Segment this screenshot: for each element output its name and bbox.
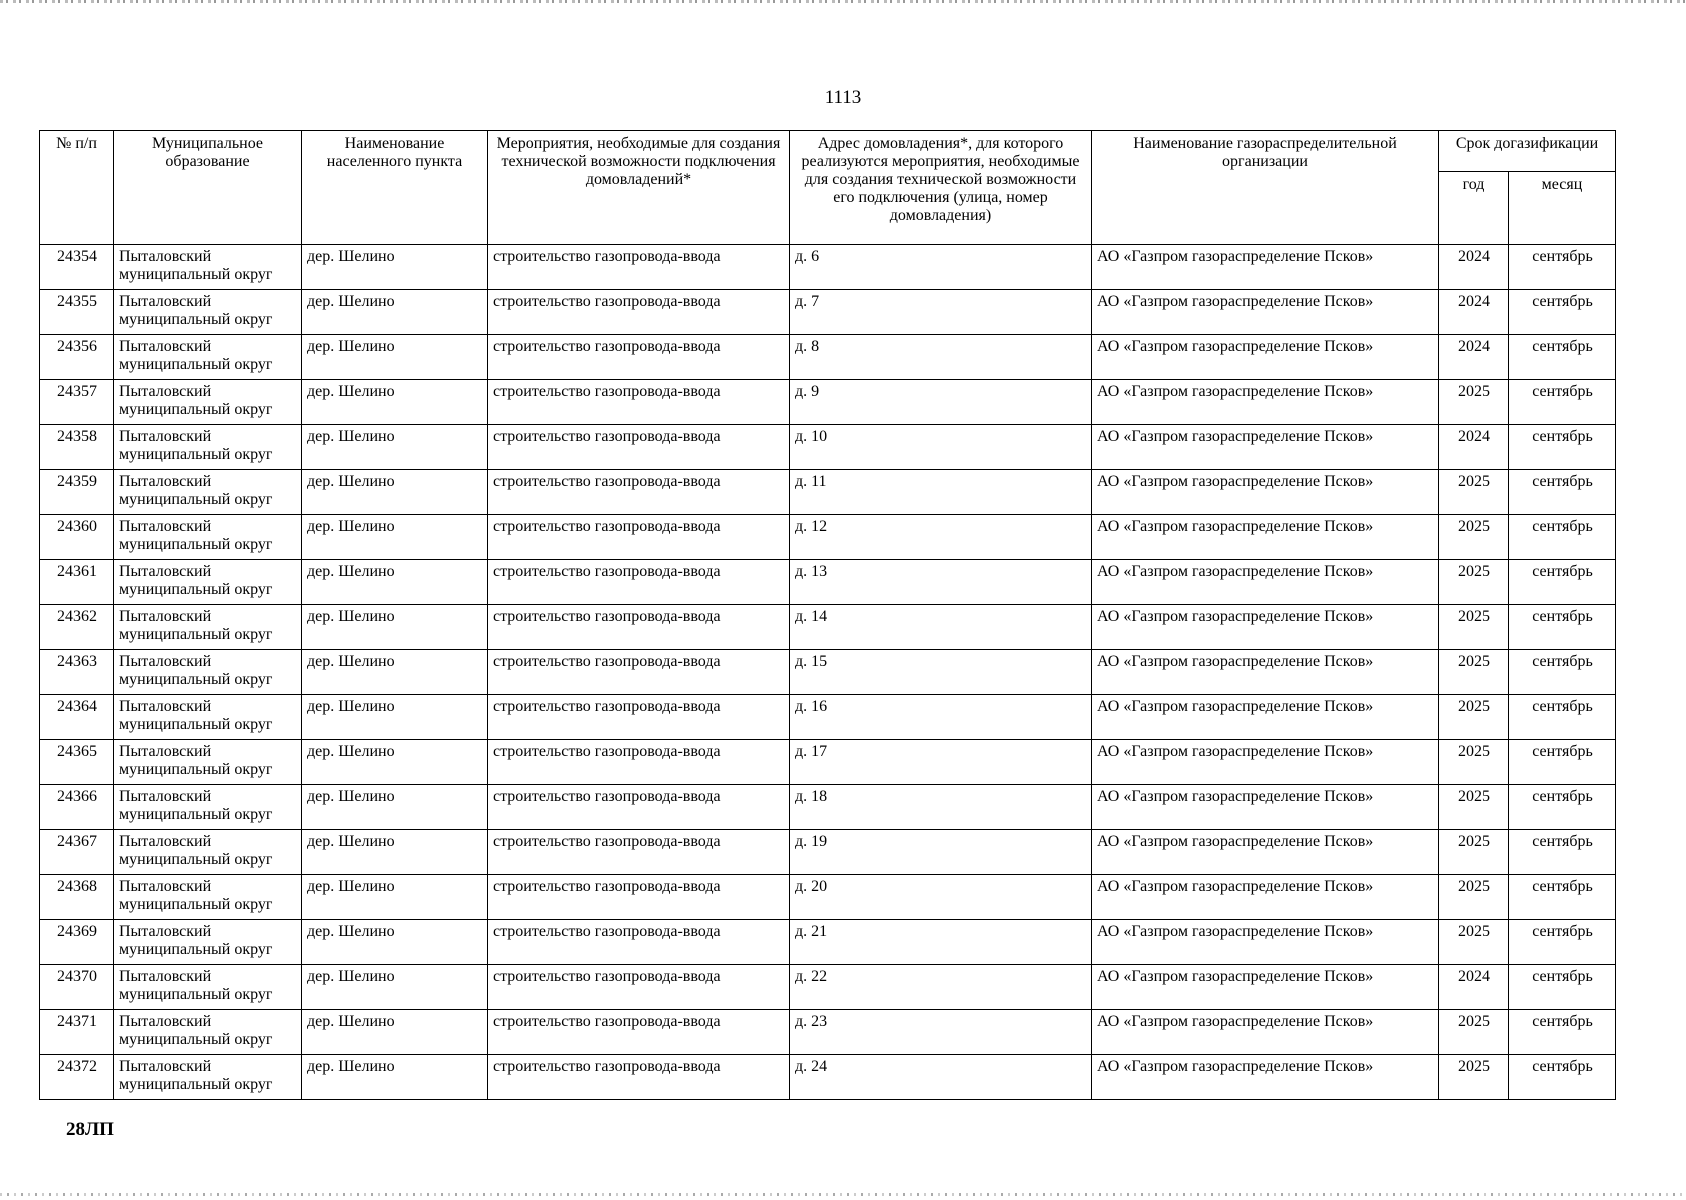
cell-measures: строительство газопровода-ввода xyxy=(488,830,790,875)
cell-measures: строительство газопровода-ввода xyxy=(488,560,790,605)
cell-year: 2025 xyxy=(1439,785,1509,830)
cell-address: д. 20 xyxy=(790,875,1092,920)
cell-organization: АО «Газпром газораспределение Псков» xyxy=(1092,290,1439,335)
cell-year: 2024 xyxy=(1439,965,1509,1010)
scan-edge-bottom xyxy=(0,1193,1686,1196)
cell-num: 24363 xyxy=(40,650,114,695)
cell-organization: АО «Газпром газораспределение Псков» xyxy=(1092,470,1439,515)
cell-month: сентябрь xyxy=(1509,290,1616,335)
cell-measures: строительство газопровода-ввода xyxy=(488,290,790,335)
table-row xyxy=(40,695,1616,740)
cell-municipality: Пыталовский муниципальный округ xyxy=(114,605,302,650)
cell-municipality: Пыталовский муниципальный округ xyxy=(114,425,302,470)
cell-year: 2025 xyxy=(1439,830,1509,875)
cell-measures: строительство газопровода-ввода xyxy=(488,1055,790,1100)
cell-address: д. 6 xyxy=(790,245,1092,290)
cell-measures: строительство газопровода-ввода xyxy=(488,380,790,425)
header-month: месяц xyxy=(1509,172,1616,245)
cell-num: 24359 xyxy=(40,470,114,515)
scan-edge-top xyxy=(0,0,1686,3)
cell-organization: АО «Газпром газораспределение Псков» xyxy=(1092,560,1439,605)
cell-settlement: дер. Шелино xyxy=(302,650,488,695)
cell-year: 2025 xyxy=(1439,695,1509,740)
cell-address: д. 10 xyxy=(790,425,1092,470)
cell-month: сентябрь xyxy=(1509,875,1616,920)
cell-municipality: Пыталовский муниципальный округ xyxy=(114,290,302,335)
cell-month: сентябрь xyxy=(1509,515,1616,560)
cell-settlement: дер. Шелино xyxy=(302,605,488,650)
cell-organization: АО «Газпром газораспределение Псков» xyxy=(1092,920,1439,965)
cell-organization: АО «Газпром газораспределение Псков» xyxy=(1092,245,1439,290)
footer-code: 28ЛП xyxy=(66,1119,114,1140)
cell-num: 24357 xyxy=(40,380,114,425)
cell-num: 24361 xyxy=(40,560,114,605)
header-deadline: Срок догазификации xyxy=(1439,131,1616,172)
cell-num: 24368 xyxy=(40,875,114,920)
cell-municipality: Пыталовский муниципальный округ xyxy=(114,965,302,1010)
cell-year: 2025 xyxy=(1439,1010,1509,1055)
cell-address: д. 15 xyxy=(790,650,1092,695)
table-row xyxy=(40,335,1616,380)
cell-municipality: Пыталовский муниципальный округ xyxy=(114,920,302,965)
cell-month: сентябрь xyxy=(1509,740,1616,785)
cell-address: д. 22 xyxy=(790,965,1092,1010)
header-address: Адрес домовладения*, для которого реализуются мероприятия, необходимые для создания технической возможности его подключения (улица, номер домовладения) xyxy=(790,131,1092,245)
cell-year: 2025 xyxy=(1439,470,1509,515)
cell-address: д. 17 xyxy=(790,740,1092,785)
table-row xyxy=(40,875,1616,920)
cell-measures: строительство газопровода-ввода xyxy=(488,695,790,740)
cell-settlement: дер. Шелино xyxy=(302,695,488,740)
cell-settlement: дер. Шелино xyxy=(302,290,488,335)
cell-month: сентябрь xyxy=(1509,425,1616,470)
table-row xyxy=(40,740,1616,785)
table-row xyxy=(40,965,1616,1010)
cell-settlement: дер. Шелино xyxy=(302,1010,488,1055)
cell-measures: строительство газопровода-ввода xyxy=(488,470,790,515)
table-row xyxy=(40,470,1616,515)
cell-address: д. 21 xyxy=(790,920,1092,965)
cell-year: 2025 xyxy=(1439,515,1509,560)
cell-month: сентябрь xyxy=(1509,245,1616,290)
cell-measures: строительство газопровода-ввода xyxy=(488,335,790,380)
cell-num: 24369 xyxy=(40,920,114,965)
cell-organization: АО «Газпром газораспределение Псков» xyxy=(1092,740,1439,785)
cell-organization: АО «Газпром газораспределение Псков» xyxy=(1092,1055,1439,1100)
header-settlement: Наименование населенного пункта xyxy=(302,131,488,245)
cell-measures: строительство газопровода-ввода xyxy=(488,965,790,1010)
cell-settlement: дер. Шелино xyxy=(302,920,488,965)
cell-measures: строительство газопровода-ввода xyxy=(488,515,790,560)
cell-municipality: Пыталовский муниципальный округ xyxy=(114,560,302,605)
cell-month: сентябрь xyxy=(1509,560,1616,605)
cell-address: д. 12 xyxy=(790,515,1092,560)
cell-measures: строительство газопровода-ввода xyxy=(488,785,790,830)
cell-year: 2024 xyxy=(1439,245,1509,290)
header-year: год xyxy=(1439,172,1509,245)
cell-month: сентябрь xyxy=(1509,785,1616,830)
cell-settlement: дер. Шелино xyxy=(302,560,488,605)
cell-measures: строительство газопровода-ввода xyxy=(488,425,790,470)
cell-num: 24358 xyxy=(40,425,114,470)
cell-year: 2025 xyxy=(1439,650,1509,695)
cell-municipality: Пыталовский муниципальный округ xyxy=(114,335,302,380)
cell-settlement: дер. Шелино xyxy=(302,515,488,560)
cell-settlement: дер. Шелино xyxy=(302,335,488,380)
cell-organization: АО «Газпром газораспределение Псков» xyxy=(1092,515,1439,560)
cell-municipality: Пыталовский муниципальный округ xyxy=(114,785,302,830)
cell-measures: строительство газопровода-ввода xyxy=(488,650,790,695)
cell-organization: АО «Газпром газораспределение Псков» xyxy=(1092,875,1439,920)
cell-address: д. 16 xyxy=(790,695,1092,740)
table-row xyxy=(40,1055,1616,1100)
cell-measures: строительство газопровода-ввода xyxy=(488,875,790,920)
cell-settlement: дер. Шелино xyxy=(302,875,488,920)
cell-measures: строительство газопровода-ввода xyxy=(488,1010,790,1055)
cell-municipality: Пыталовский муниципальный округ xyxy=(114,470,302,515)
cell-address: д. 23 xyxy=(790,1010,1092,1055)
table-row xyxy=(40,830,1616,875)
cell-year: 2024 xyxy=(1439,335,1509,380)
cell-municipality: Пыталовский муниципальный округ xyxy=(114,830,302,875)
cell-settlement: дер. Шелино xyxy=(302,965,488,1010)
cell-year: 2024 xyxy=(1439,290,1509,335)
cell-measures: строительство газопровода-ввода xyxy=(488,740,790,785)
cell-settlement: дер. Шелино xyxy=(302,785,488,830)
cell-year: 2024 xyxy=(1439,425,1509,470)
cell-num: 24364 xyxy=(40,695,114,740)
cell-organization: АО «Газпром газораспределение Псков» xyxy=(1092,965,1439,1010)
cell-organization: АО «Газпром газораспределение Псков» xyxy=(1092,1010,1439,1055)
cell-year: 2025 xyxy=(1439,920,1509,965)
cell-num: 24355 xyxy=(40,290,114,335)
cell-address: д. 9 xyxy=(790,380,1092,425)
cell-settlement: дер. Шелино xyxy=(302,740,488,785)
cell-municipality: Пыталовский муниципальный округ xyxy=(114,245,302,290)
cell-municipality: Пыталовский муниципальный округ xyxy=(114,875,302,920)
cell-organization: АО «Газпром газораспределение Псков» xyxy=(1092,425,1439,470)
header-num: № п/п xyxy=(40,131,114,245)
cell-num: 24354 xyxy=(40,245,114,290)
table-body xyxy=(40,245,1616,1100)
cell-year: 2025 xyxy=(1439,875,1509,920)
cell-year: 2025 xyxy=(1439,605,1509,650)
cell-organization: АО «Газпром газораспределение Псков» xyxy=(1092,785,1439,830)
cell-month: сентябрь xyxy=(1509,470,1616,515)
cell-num: 24356 xyxy=(40,335,114,380)
cell-organization: АО «Газпром газораспределение Псков» xyxy=(1092,605,1439,650)
gasification-table xyxy=(39,130,1616,1100)
cell-municipality: Пыталовский муниципальный округ xyxy=(114,740,302,785)
cell-month: сентябрь xyxy=(1509,605,1616,650)
cell-settlement: дер. Шелино xyxy=(302,1055,488,1100)
cell-address: д. 24 xyxy=(790,1055,1092,1100)
table-row xyxy=(40,605,1616,650)
cell-num: 24365 xyxy=(40,740,114,785)
cell-month: сентябрь xyxy=(1509,1010,1616,1055)
cell-organization: АО «Газпром газораспределение Псков» xyxy=(1092,830,1439,875)
table-row xyxy=(40,920,1616,965)
cell-settlement: дер. Шелино xyxy=(302,830,488,875)
table-row xyxy=(40,560,1616,605)
table-row xyxy=(40,785,1616,830)
cell-municipality: Пыталовский муниципальный округ xyxy=(114,1055,302,1100)
cell-address: д. 8 xyxy=(790,335,1092,380)
cell-settlement: дер. Шелино xyxy=(302,470,488,515)
table-row xyxy=(40,1010,1616,1055)
cell-num: 24360 xyxy=(40,515,114,560)
cell-municipality: Пыталовский муниципальный округ xyxy=(114,650,302,695)
cell-month: сентябрь xyxy=(1509,830,1616,875)
cell-month: сентябрь xyxy=(1509,650,1616,695)
cell-month: сентябрь xyxy=(1509,380,1616,425)
cell-address: д. 13 xyxy=(790,560,1092,605)
cell-month: сентябрь xyxy=(1509,965,1616,1010)
header-organization: Наименование газораспределительной организации xyxy=(1092,131,1439,245)
cell-num: 24362 xyxy=(40,605,114,650)
cell-measures: строительство газопровода-ввода xyxy=(488,245,790,290)
cell-settlement: дер. Шелино xyxy=(302,380,488,425)
cell-measures: строительство газопровода-ввода xyxy=(488,605,790,650)
cell-num: 24366 xyxy=(40,785,114,830)
header-municipality: Муниципальное образование xyxy=(114,131,302,245)
cell-settlement: дер. Шелино xyxy=(302,425,488,470)
cell-settlement: дер. Шелино xyxy=(302,245,488,290)
cell-address: д. 7 xyxy=(790,290,1092,335)
page-number: 1113 xyxy=(824,87,862,108)
cell-year: 2025 xyxy=(1439,740,1509,785)
table-row xyxy=(40,245,1616,290)
cell-month: сентябрь xyxy=(1509,920,1616,965)
cell-num: 24367 xyxy=(40,830,114,875)
table-header xyxy=(40,131,1616,245)
cell-num: 24372 xyxy=(40,1055,114,1100)
table-row xyxy=(40,650,1616,695)
cell-month: сентябрь xyxy=(1509,695,1616,740)
table-row xyxy=(40,380,1616,425)
cell-address: д. 19 xyxy=(790,830,1092,875)
cell-address: д. 18 xyxy=(790,785,1092,830)
cell-month: сентябрь xyxy=(1509,335,1616,380)
cell-organization: АО «Газпром газораспределение Псков» xyxy=(1092,380,1439,425)
cell-organization: АО «Газпром газораспределение Псков» xyxy=(1092,335,1439,380)
cell-year: 2025 xyxy=(1439,1055,1509,1100)
cell-address: д. 11 xyxy=(790,470,1092,515)
cell-municipality: Пыталовский муниципальный округ xyxy=(114,380,302,425)
cell-num: 24371 xyxy=(40,1010,114,1055)
cell-address: д. 14 xyxy=(790,605,1092,650)
cell-year: 2025 xyxy=(1439,380,1509,425)
table-row xyxy=(40,290,1616,335)
cell-organization: АО «Газпром газораспределение Псков» xyxy=(1092,695,1439,740)
cell-municipality: Пыталовский муниципальный округ xyxy=(114,515,302,560)
header-measures: Мероприятия, необходимые для создания технической возможности подключения домовладений* xyxy=(488,131,790,245)
table-row xyxy=(40,425,1616,470)
cell-year: 2025 xyxy=(1439,560,1509,605)
cell-municipality: Пыталовский муниципальный округ xyxy=(114,1010,302,1055)
table-row xyxy=(40,515,1616,560)
cell-measures: строительство газопровода-ввода xyxy=(488,920,790,965)
cell-month: сентябрь xyxy=(1509,1055,1616,1100)
cell-municipality: Пыталовский муниципальный округ xyxy=(114,695,302,740)
cell-organization: АО «Газпром газораспределение Псков» xyxy=(1092,650,1439,695)
cell-num: 24370 xyxy=(40,965,114,1010)
